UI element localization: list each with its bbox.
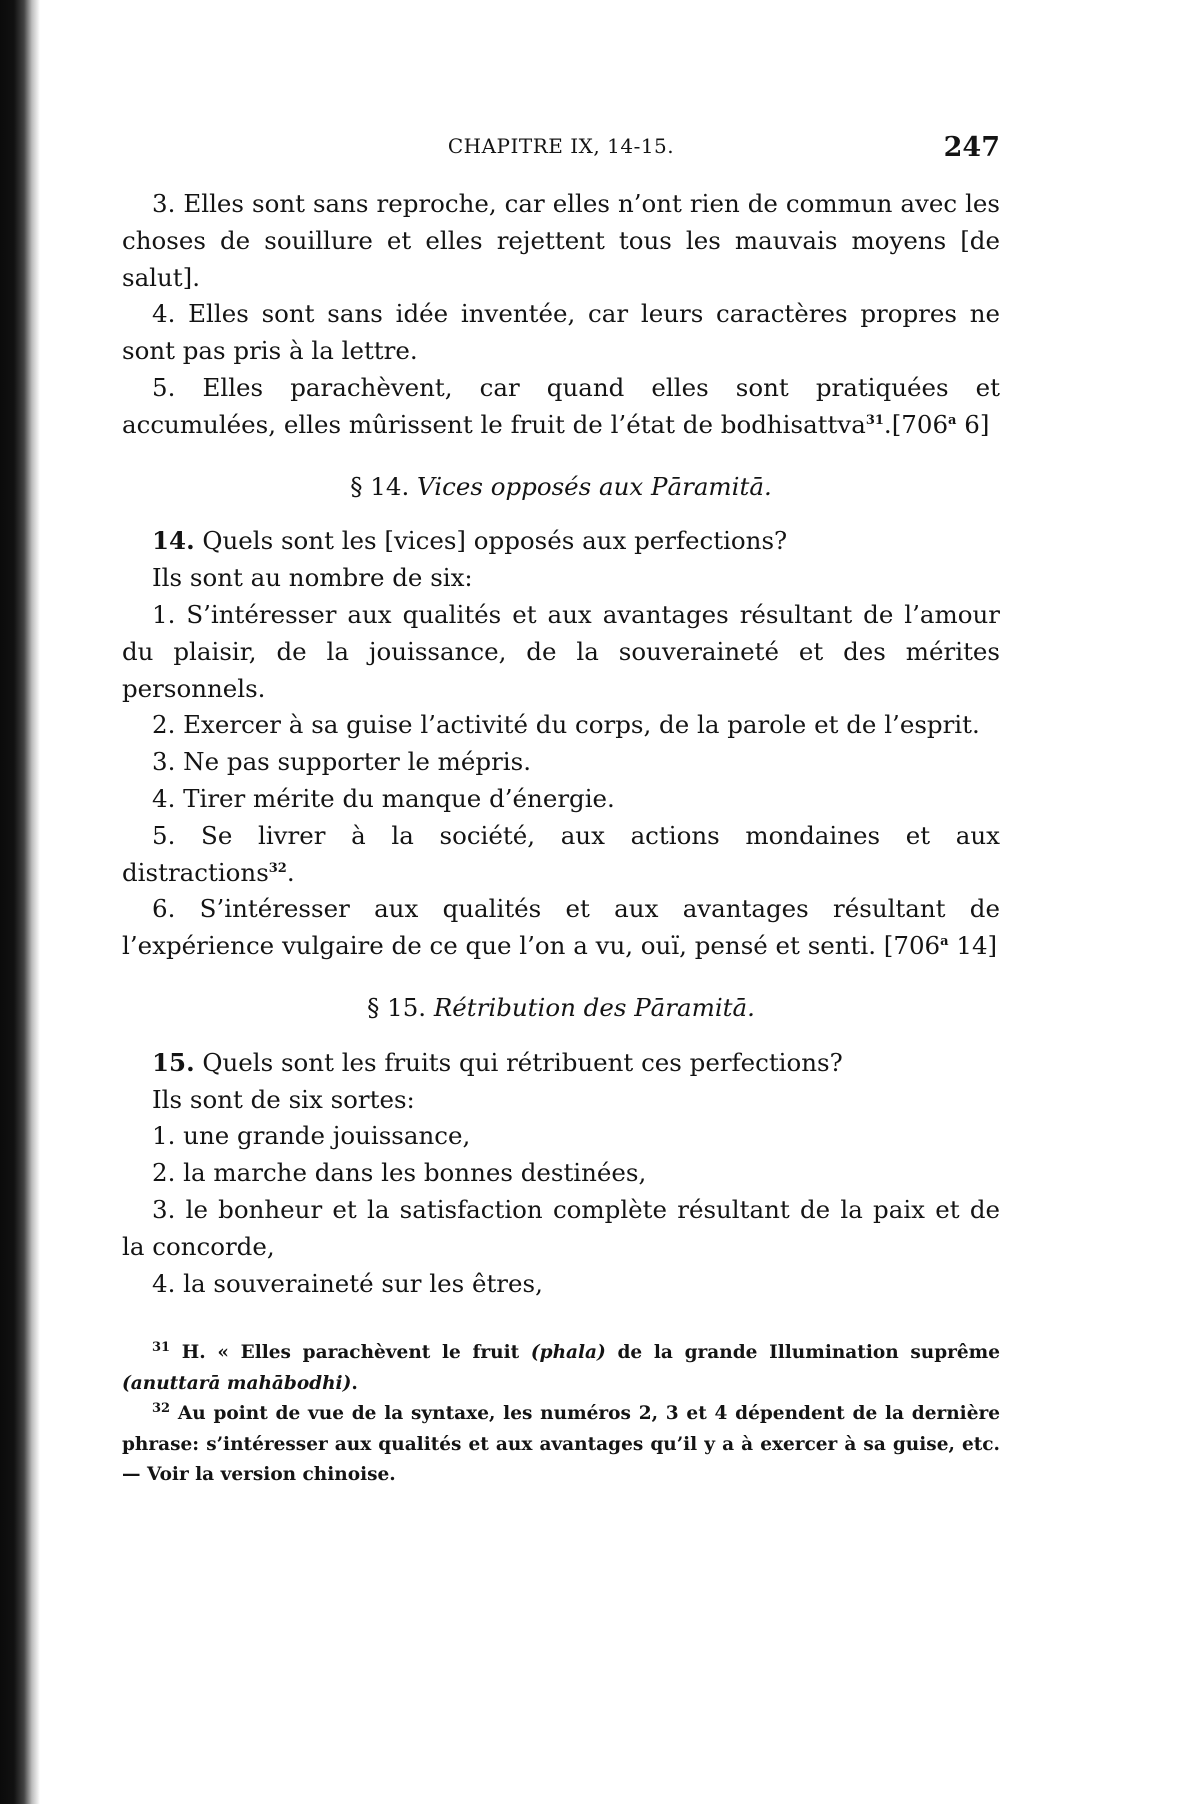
fruit-item-1: 1. une grande jouissance, — [152, 1121, 471, 1151]
footnote-31-term: (anuttarā mahābodhi) — [122, 1372, 352, 1394]
question-15 — [122, 1045, 1000, 1082]
item-5-ref-sup: a — [948, 412, 957, 428]
question-15-number: 15. — [152, 1047, 195, 1077]
section-15-intro: Ils sont de six sortes: — [152, 1084, 415, 1114]
fruit-item-4: 4. la souveraineté sur les êtres, — [152, 1268, 543, 1298]
footnote-32-number: 32 — [152, 1401, 171, 1417]
vice-item-4: 4. Tirer mérite du manque d’énergie. — [152, 783, 615, 813]
fruit-item-3: 3. le bonheur et la satisfaction complète résultant de la paix et de la concorde, — [122, 1194, 1000, 1261]
page-number: 247 — [943, 132, 1000, 163]
question-14 — [122, 523, 1000, 560]
vice-item-3: 3. Ne pas supporter le mépris. — [152, 747, 532, 777]
item-5-ref-end: 6] — [956, 409, 990, 439]
vice-item-6-ref-sup: a — [940, 933, 949, 949]
footnote-31-phala: (phala) — [530, 1342, 606, 1364]
vice-item-2: 2. Exercer à sa guise l’activité du corps, de la parole et de l’esprit. — [152, 710, 980, 740]
section-14-intro: Ils sont au nombre de six: — [152, 563, 473, 593]
footnote-31-text2: de la grande Illumination suprême — [605, 1342, 1001, 1364]
item-5-ref: .[706 — [883, 409, 949, 439]
section-14-heading — [122, 469, 1000, 506]
page — [122, 120, 1000, 1491]
question-14-number: 14. — [152, 526, 195, 556]
section-15-title: Rétribution des Pāramitā. — [433, 992, 755, 1022]
question-15-text: Quels sont les fruits qui rétribuent ces perfections? — [194, 1047, 843, 1077]
footnote-31-number: 31 — [152, 1340, 171, 1356]
running-title: CHAPITRE IX, 14-15. — [447, 134, 675, 158]
item-5-text: 5. Elles parachèvent, car quand elles sont pratiquées et accumulées, elles mûrissent le fruit de l’état de bodhisattva — [122, 372, 1000, 439]
paragraph-item-4: 4. Elles sont sans idée inventée, car leurs caractères propres ne sont pas pris à la lettre. — [122, 299, 1000, 366]
section-15-prefix: § 15. — [367, 992, 434, 1022]
section-14-title: Vices opposés aux Pāramitā. — [417, 471, 772, 501]
section-15-heading — [122, 990, 1000, 1027]
vice-item-6-text: 6. S’intéresser aux qualités et aux avantages résultant de l’expérience vulgaire de ce que l’on a vu, ouï, pensé et senti. [706 — [122, 894, 1000, 961]
vice-item-5-text: 5. Se livrer à la société, aux actions mondaines et aux distractions — [122, 820, 1000, 887]
footnotes — [122, 1338, 1000, 1491]
vice-item-5-end: . — [286, 857, 295, 887]
vice-item-5 — [122, 818, 1000, 892]
vice-item-1: 1. S’intéresser aux qualités et aux avantages résultant de l’amour du plaisir, de la jouissance, de la souveraineté et des mérites personnels. — [122, 599, 1000, 703]
section-14-prefix: § 14. — [350, 471, 418, 501]
scan-edge — [0, 0, 40, 1804]
footnote-31-text: H. « Elles parachèvent le fruit — [170, 1342, 531, 1364]
footnote-31 — [122, 1338, 1000, 1399]
footnote-31-end: . — [351, 1372, 358, 1394]
footnote-32-text: Au point de vue de la syntaxe, les numéros 2, 3 et 4 dépendent de la dernière phrase: s’intéresser aux qualités et aux avantages qu’il y a à exercer à sa guise, etc. — Voir la version chinoise. — [122, 1403, 1000, 1486]
fruit-item-2: 2. la marche dans les bonnes destinées, — [152, 1158, 647, 1188]
vice-item-6 — [122, 891, 1000, 965]
page-header — [122, 120, 1000, 170]
footnote-ref-31: 31 — [865, 412, 884, 428]
question-14-text: Quels sont les [vices] opposés aux perfections? — [194, 526, 788, 556]
paragraph-item-3: 3. Elles sont sans reproche, car elles n’ont rien de commun avec les choses de souillure et elles rejettent tous les mauvais moyens [de salut]. — [122, 189, 1000, 292]
footnote-32 — [122, 1399, 1000, 1491]
vice-item-6-end: 14] — [948, 931, 998, 961]
paragraph-item-5 — [122, 370, 1000, 444]
footnote-ref-32: 32 — [268, 860, 287, 876]
